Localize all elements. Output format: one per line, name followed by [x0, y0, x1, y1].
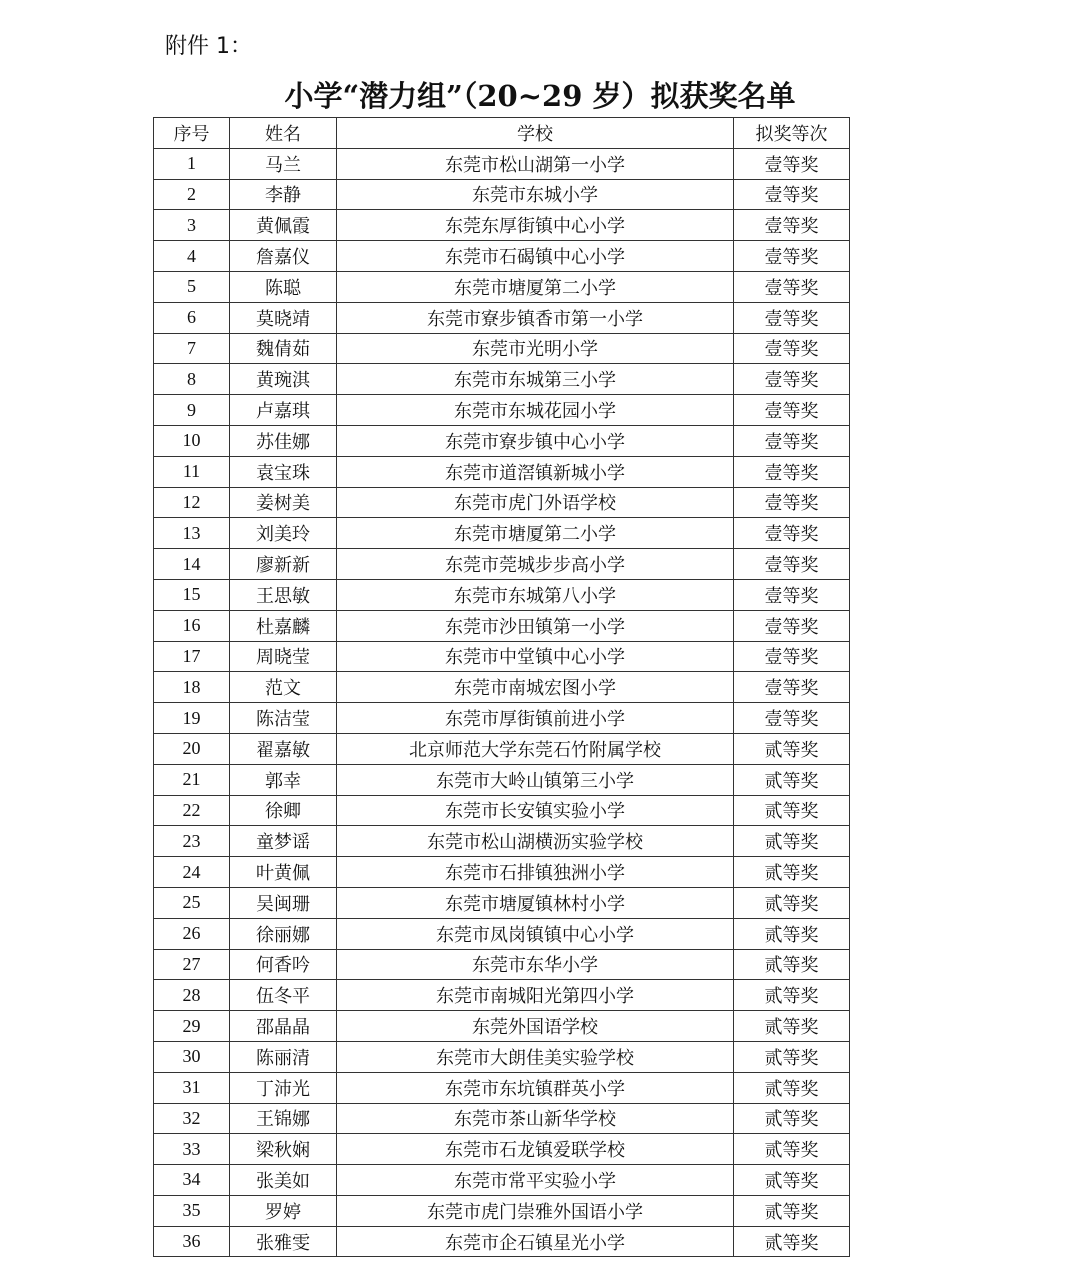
- row-name: 叶黄佩: [230, 857, 337, 888]
- header-school: 学校: [337, 118, 734, 149]
- row-award: 贰等奖: [734, 1103, 850, 1134]
- row-number: 14: [154, 549, 230, 580]
- row-name: 丁沛光: [230, 1072, 337, 1103]
- row-number: 4: [154, 241, 230, 272]
- table-row: [154, 241, 850, 272]
- row-number: 36: [154, 1226, 230, 1257]
- row-name: 李静: [230, 179, 337, 210]
- attachment-label: 附件 1：: [165, 34, 252, 59]
- row-school: 东莞市道滘镇新城小学: [337, 456, 734, 487]
- table-body: [154, 148, 850, 1257]
- row-award: 壹等奖: [734, 641, 850, 672]
- document-title: 小学“潜力组”（20~29 岁）拟获奖名单: [284, 79, 796, 113]
- table-row: [154, 210, 850, 241]
- row-award: 壹等奖: [734, 456, 850, 487]
- header-name: 姓名: [230, 118, 337, 149]
- row-award: 壹等奖: [734, 579, 850, 610]
- row-number: 12: [154, 487, 230, 518]
- row-school: 东莞市东坑镇群英小学: [337, 1072, 734, 1103]
- row-name: 吴闽珊: [230, 887, 337, 918]
- row-school: 东莞市长安镇实验小学: [337, 795, 734, 826]
- row-school: 东莞外国语学校: [337, 1011, 734, 1042]
- row-name: 姜树美: [230, 487, 337, 518]
- row-number: 22: [154, 795, 230, 826]
- row-school: 东莞市东城小学: [337, 179, 734, 210]
- table-row: [154, 641, 850, 672]
- table-header-row: [154, 118, 850, 149]
- row-name: 何香吟: [230, 949, 337, 980]
- row-school: 东莞市凤岗镇镇中心小学: [337, 918, 734, 949]
- table-row: [154, 703, 850, 734]
- table-row: [154, 395, 850, 426]
- row-name: 罗婷: [230, 1195, 337, 1226]
- row-name: 范文: [230, 672, 337, 703]
- row-award: 壹等奖: [734, 148, 850, 179]
- row-school: 东莞市石碣镇中心小学: [337, 241, 734, 272]
- row-school: 东莞市企石镇星光小学: [337, 1226, 734, 1257]
- table-row: [154, 456, 850, 487]
- row-award: 壹等奖: [734, 549, 850, 580]
- header-award: 拟奖等次: [734, 118, 850, 149]
- row-award: 贰等奖: [734, 918, 850, 949]
- row-school: 东莞市东华小学: [337, 949, 734, 980]
- row-number: 6: [154, 302, 230, 333]
- row-name: 张美如: [230, 1165, 337, 1196]
- table-row: [154, 672, 850, 703]
- row-school: 东莞市虎门外语学校: [337, 487, 734, 518]
- row-number: 25: [154, 887, 230, 918]
- row-number: 29: [154, 1011, 230, 1042]
- table-row: [154, 795, 850, 826]
- row-number: 16: [154, 610, 230, 641]
- row-name: 陈洁莹: [230, 703, 337, 734]
- row-number: 8: [154, 364, 230, 395]
- table-row: [154, 487, 850, 518]
- row-number: 19: [154, 703, 230, 734]
- row-award: 壹等奖: [734, 364, 850, 395]
- row-school: 东莞市塘厦镇林村小学: [337, 887, 734, 918]
- row-number: 32: [154, 1103, 230, 1134]
- row-name: 杜嘉麟: [230, 610, 337, 641]
- row-name: 詹嘉仪: [230, 241, 337, 272]
- row-number: 15: [154, 579, 230, 610]
- row-name: 莫晓靖: [230, 302, 337, 333]
- row-award: 壹等奖: [734, 241, 850, 272]
- row-name: 黄琬淇: [230, 364, 337, 395]
- row-award: 壹等奖: [734, 518, 850, 549]
- row-name: 刘美玲: [230, 518, 337, 549]
- row-school: 东莞市塘厦第二小学: [337, 518, 734, 549]
- row-number: 28: [154, 980, 230, 1011]
- row-award: 贰等奖: [734, 1195, 850, 1226]
- row-number: 3: [154, 210, 230, 241]
- row-award: 贰等奖: [734, 1134, 850, 1165]
- row-number: 21: [154, 764, 230, 795]
- row-name: 苏佳娜: [230, 425, 337, 456]
- row-school: 东莞市大朗佳美实验学校: [337, 1041, 734, 1072]
- table-row: [154, 764, 850, 795]
- table-row: [154, 1134, 850, 1165]
- row-award: 壹等奖: [734, 487, 850, 518]
- row-number: 35: [154, 1195, 230, 1226]
- row-award: 壹等奖: [734, 703, 850, 734]
- row-number: 9: [154, 395, 230, 426]
- row-school: 东莞市寮步镇香市第一小学: [337, 302, 734, 333]
- row-name: 黄佩霞: [230, 210, 337, 241]
- row-name: 周晓莹: [230, 641, 337, 672]
- row-award: 贰等奖: [734, 795, 850, 826]
- row-number: 17: [154, 641, 230, 672]
- row-name: 邵晶晶: [230, 1011, 337, 1042]
- row-number: 24: [154, 857, 230, 888]
- table-row: [154, 518, 850, 549]
- table-row: [154, 980, 850, 1011]
- table-row: [154, 1165, 850, 1196]
- row-school: 东莞市塘厦第二小学: [337, 271, 734, 302]
- row-name: 徐卿: [230, 795, 337, 826]
- row-name: 陈丽清: [230, 1041, 337, 1072]
- row-award: 壹等奖: [734, 395, 850, 426]
- table-row: [154, 857, 850, 888]
- row-name: 袁宝珠: [230, 456, 337, 487]
- row-award: 壹等奖: [734, 302, 850, 333]
- row-award: 贰等奖: [734, 826, 850, 857]
- row-name: 翟嘉敏: [230, 733, 337, 764]
- header-number: 序号: [154, 118, 230, 149]
- row-number: 2: [154, 179, 230, 210]
- row-number: 26: [154, 918, 230, 949]
- table-row: [154, 425, 850, 456]
- row-school: 东莞市东城第八小学: [337, 579, 734, 610]
- row-award: 贰等奖: [734, 857, 850, 888]
- row-award: 壹等奖: [734, 210, 850, 241]
- row-name: 伍冬平: [230, 980, 337, 1011]
- row-school: 东莞市光明小学: [337, 333, 734, 364]
- award-list-table: [153, 117, 850, 1257]
- row-award: 贰等奖: [734, 1226, 850, 1257]
- row-award: 贰等奖: [734, 980, 850, 1011]
- row-school: 东莞市沙田镇第一小学: [337, 610, 734, 641]
- row-award: 壹等奖: [734, 179, 850, 210]
- row-award: 贰等奖: [734, 887, 850, 918]
- row-number: 7: [154, 333, 230, 364]
- table-row: [154, 333, 850, 364]
- row-school: 东莞市石排镇独洲小学: [337, 857, 734, 888]
- table-row: [154, 1011, 850, 1042]
- row-school: 东莞市茶山新华学校: [337, 1103, 734, 1134]
- row-name: 梁秋娴: [230, 1134, 337, 1165]
- row-award: 壹等奖: [734, 333, 850, 364]
- row-school: 东莞东厚街镇中心小学: [337, 210, 734, 241]
- table-row: [154, 610, 850, 641]
- table-row: [154, 1226, 850, 1257]
- row-school: 东莞市松山湖横沥实验学校: [337, 826, 734, 857]
- table-row: [154, 302, 850, 333]
- row-name: 陈聪: [230, 271, 337, 302]
- row-school: 东莞市松山湖第一小学: [337, 148, 734, 179]
- row-number: 33: [154, 1134, 230, 1165]
- row-school: 东莞市寮步镇中心小学: [337, 425, 734, 456]
- row-number: 30: [154, 1041, 230, 1072]
- row-award: 贰等奖: [734, 764, 850, 795]
- row-number: 10: [154, 425, 230, 456]
- row-name: 王锦娜: [230, 1103, 337, 1134]
- table-row: [154, 1195, 850, 1226]
- row-school: 东莞市南城宏图小学: [337, 672, 734, 703]
- table-row: [154, 179, 850, 210]
- row-number: 5: [154, 271, 230, 302]
- row-name: 魏倩茹: [230, 333, 337, 364]
- row-award: 贰等奖: [734, 1011, 850, 1042]
- row-number: 23: [154, 826, 230, 857]
- row-school: 东莞市南城阳光第四小学: [337, 980, 734, 1011]
- row-number: 18: [154, 672, 230, 703]
- row-school: 北京师范大学东莞石竹附属学校: [337, 733, 734, 764]
- row-number: 1: [154, 148, 230, 179]
- row-school: 东莞市大岭山镇第三小学: [337, 764, 734, 795]
- row-number: 20: [154, 733, 230, 764]
- row-number: 31: [154, 1072, 230, 1103]
- table-row: [154, 887, 850, 918]
- row-name: 童梦谣: [230, 826, 337, 857]
- table-row: [154, 364, 850, 395]
- row-award: 壹等奖: [734, 271, 850, 302]
- row-award: 贰等奖: [734, 733, 850, 764]
- row-award: 贰等奖: [734, 1041, 850, 1072]
- row-name: 徐丽娜: [230, 918, 337, 949]
- row-school: 东莞市常平实验小学: [337, 1165, 734, 1196]
- table-row: [154, 918, 850, 949]
- table-row: [154, 1041, 850, 1072]
- table-row: [154, 1072, 850, 1103]
- table-row: [154, 1103, 850, 1134]
- row-name: 张雅雯: [230, 1226, 337, 1257]
- table-row: [154, 148, 850, 179]
- table-row: [154, 826, 850, 857]
- table-row: [154, 549, 850, 580]
- table-row: [154, 271, 850, 302]
- row-name: 卢嘉琪: [230, 395, 337, 426]
- row-number: 34: [154, 1165, 230, 1196]
- row-name: 马兰: [230, 148, 337, 179]
- table-row: [154, 949, 850, 980]
- row-award: 壹等奖: [734, 672, 850, 703]
- row-number: 13: [154, 518, 230, 549]
- row-award: 贰等奖: [734, 949, 850, 980]
- row-school: 东莞市东城第三小学: [337, 364, 734, 395]
- row-award: 贰等奖: [734, 1165, 850, 1196]
- row-school: 东莞市中堂镇中心小学: [337, 641, 734, 672]
- row-school: 东莞市石龙镇爱联学校: [337, 1134, 734, 1165]
- row-school: 东莞市东城花园小学: [337, 395, 734, 426]
- row-award: 贰等奖: [734, 1072, 850, 1103]
- row-school: 东莞市莞城步步高小学: [337, 549, 734, 580]
- row-award: 壹等奖: [734, 425, 850, 456]
- row-number: 27: [154, 949, 230, 980]
- row-school: 东莞市厚街镇前进小学: [337, 703, 734, 734]
- row-name: 王思敏: [230, 579, 337, 610]
- row-school: 东莞市虎门崇雅外国语小学: [337, 1195, 734, 1226]
- row-award: 壹等奖: [734, 610, 850, 641]
- table-row: [154, 733, 850, 764]
- row-name: 廖新新: [230, 549, 337, 580]
- table-row: [154, 579, 850, 610]
- row-number: 11: [154, 456, 230, 487]
- row-name: 郭幸: [230, 764, 337, 795]
